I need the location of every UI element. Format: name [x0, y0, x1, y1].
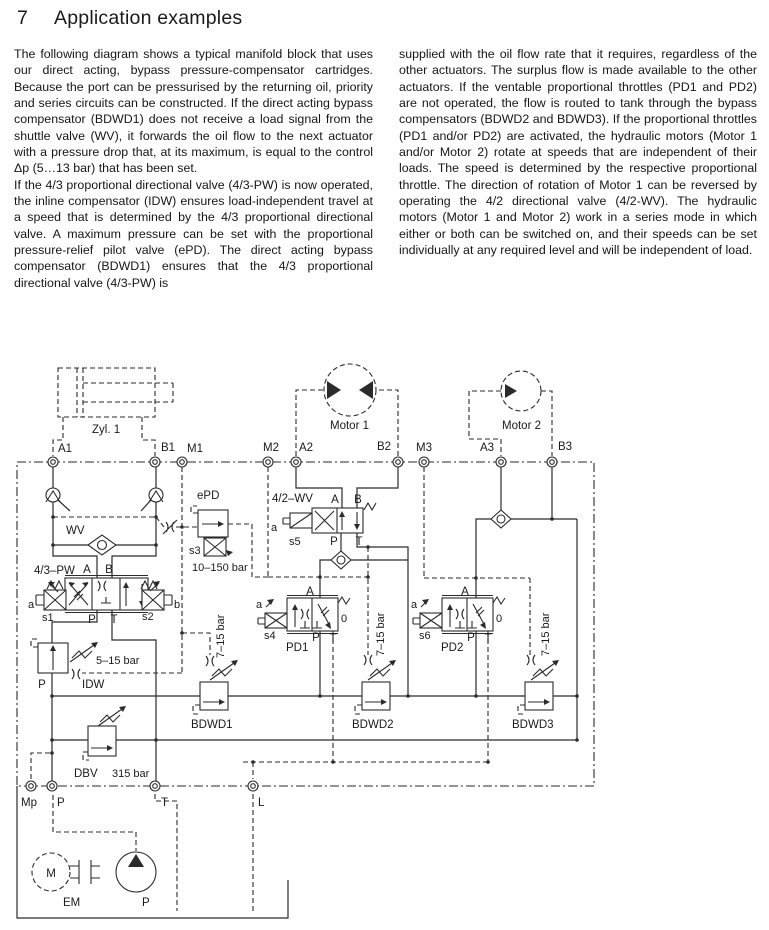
valve-epd	[198, 510, 233, 556]
label-pd1-T: T	[329, 633, 337, 645]
label-idw-range: 5–15 bar	[96, 655, 140, 667]
label-43-a: a	[28, 599, 35, 611]
label-pd1-0: 0	[341, 613, 348, 625]
check-valve-a3	[491, 510, 511, 528]
label-pd2-a: a	[411, 599, 418, 611]
label-port-m3: M3	[416, 442, 432, 454]
label-s3: s3	[189, 545, 201, 557]
label-43-B: B	[105, 564, 113, 576]
label-electric-motor-m: M	[46, 868, 56, 880]
label-epd-range: 10–150 bar	[192, 562, 248, 574]
label-em: EM	[63, 897, 81, 909]
components	[26, 381, 559, 892]
paragraph: supplied with the oil flow rate that it requires, regardless of the other actuators. The surplus flow is made available to the other actuators. If the ventable proportional throttles (PD1 and PD2) are not operated, the flow is routed to tank through the bypass compensators (BDWD2 and BDWD3). If the proportional throttles (PD1 and/or PD2) are activated, the hydraulic motors (Motor 1 and/or Motor 2) rotate at speeds that are independent of their loads. The speed is determined by the respective proportional throttle. The direction of rotation of Motor 1 can be reversed by operating the 4/2 directional valve (4/2-WV). The hydraulic motors (Motor 1 and Motor 2) work in a series mode in which either or both can be switched on, and their speeds can be set individually at any required level and will be independent of load.	[399, 47, 757, 258]
section-number: 7	[17, 7, 29, 29]
label-epd: ePD	[197, 490, 220, 502]
label-port-b1: B1	[161, 442, 176, 454]
label-s5: s5	[289, 536, 301, 548]
section-title: Application examples	[54, 7, 243, 29]
hydraulic-lines	[17, 467, 577, 918]
label-bdwd3: BDWD3	[512, 719, 554, 731]
shuttle-valve-wv	[88, 535, 116, 555]
label-port-b2: B2	[377, 441, 392, 453]
label-valve-42: 4/2–WV	[272, 493, 313, 505]
label-42-B: B	[354, 494, 362, 506]
valve-bdwd1	[200, 656, 238, 710]
label-43-P: P	[88, 614, 96, 626]
label-idw-P: P	[38, 679, 46, 691]
label-42-T: T	[355, 536, 363, 548]
label-pd1: PD1	[286, 642, 309, 654]
label-s2: s2	[142, 611, 154, 623]
label-bdwd1-range: 7–15 bar	[215, 614, 227, 658]
label-bdwd2: BDWD2	[352, 719, 394, 731]
label-motor1: Motor 1	[330, 420, 369, 432]
label-pd2-A: A	[461, 586, 469, 598]
label-port-a3: A3	[480, 442, 495, 454]
label-pd2: PD2	[441, 642, 464, 654]
motor2-flow-arrow	[505, 384, 517, 398]
valve-bdwd2	[362, 655, 396, 710]
label-42-A: A	[331, 494, 339, 506]
valve-4-3-pw	[36, 576, 172, 613]
label-43-T: T	[110, 614, 118, 626]
label-s4: s4	[264, 630, 276, 642]
label-port-m2: M2	[263, 442, 279, 454]
label-bdwd1: BDWD1	[191, 719, 233, 731]
label-port-t: T	[161, 797, 169, 809]
label-port-a2: A2	[299, 442, 314, 454]
label-pd2-0: 0	[496, 613, 503, 625]
label-pd2-T: T	[484, 633, 492, 645]
label-bdwd3-range: 7–15 bar	[540, 612, 552, 656]
valve-pd2	[413, 596, 505, 634]
label-port-b3: B3	[558, 441, 573, 453]
check-valve-a1	[46, 488, 60, 502]
label-port-a1: A1	[58, 443, 73, 455]
label-port-l: L	[258, 797, 265, 809]
check-valve-b1	[149, 488, 163, 502]
orifice-ls	[163, 520, 177, 534]
label-42-P: P	[330, 536, 338, 548]
label-dbv-range: 315 bar	[112, 768, 150, 780]
label-s6: s6	[419, 630, 431, 642]
label-port-mp: Mp	[21, 797, 37, 809]
label-s1: s1	[42, 612, 54, 624]
valve-4-2-wv	[283, 503, 376, 533]
label-42-a: a	[271, 522, 278, 534]
paragraph: If the 4/3 proportional directional valve (4/3-PW) is now operated, the inline compensator (IDW) ensures load-independent travel at a speed that is determined by the 4/3 proportional directional valve. A maximum pressure can be set with the proportional pressure-relief pilot valve (ePD). The direct acting bypass compensator (BDWD1) ensures that the 4/3 proportional directional valve (4/3-PW) is	[14, 177, 373, 290]
label-pd1-P: P	[312, 632, 320, 644]
label-pump-p: P	[142, 897, 150, 909]
label-port-p: P	[57, 797, 65, 809]
label-cylinder: Zyl. 1	[92, 424, 121, 436]
label-pd2-P: P	[467, 632, 475, 644]
label-pd1-A: A	[306, 586, 314, 598]
label-43-b: b	[174, 599, 181, 611]
label-valve-43: 4/3–PW	[34, 565, 75, 577]
label-wv: WV	[66, 525, 85, 537]
valve-bdwd3	[525, 655, 559, 710]
valve-dbv	[88, 706, 126, 756]
label-motor2: Motor 2	[502, 420, 541, 432]
check-valve-p-42	[331, 551, 351, 569]
label-bdwd2-range: 7–15 bar	[375, 612, 387, 656]
paragraph: The following diagram shows a typical manifold block that uses our direct acting, bypass pressure-compensator cartridges. Because the port can be pressurised by the returning oil, priority and series circuits can be constructed. If the direct acting bypass compensator (BDWD1) does not receive a load signal from the shuttle valve (WV), it forwards the oil flow to the next actuator with a pressure drop that, at its maximum, is equal to the control Δp (5…13 bar) that has been set.	[14, 47, 373, 176]
valve-pd1	[258, 596, 350, 634]
motor1-flow-arrows	[327, 381, 373, 399]
label-idw: IDW	[82, 679, 105, 691]
label-dbv: DBV	[74, 768, 98, 780]
label-43-A: A	[83, 564, 91, 576]
label-port-m1: M1	[187, 443, 203, 455]
label-pd1-a: a	[256, 599, 263, 611]
